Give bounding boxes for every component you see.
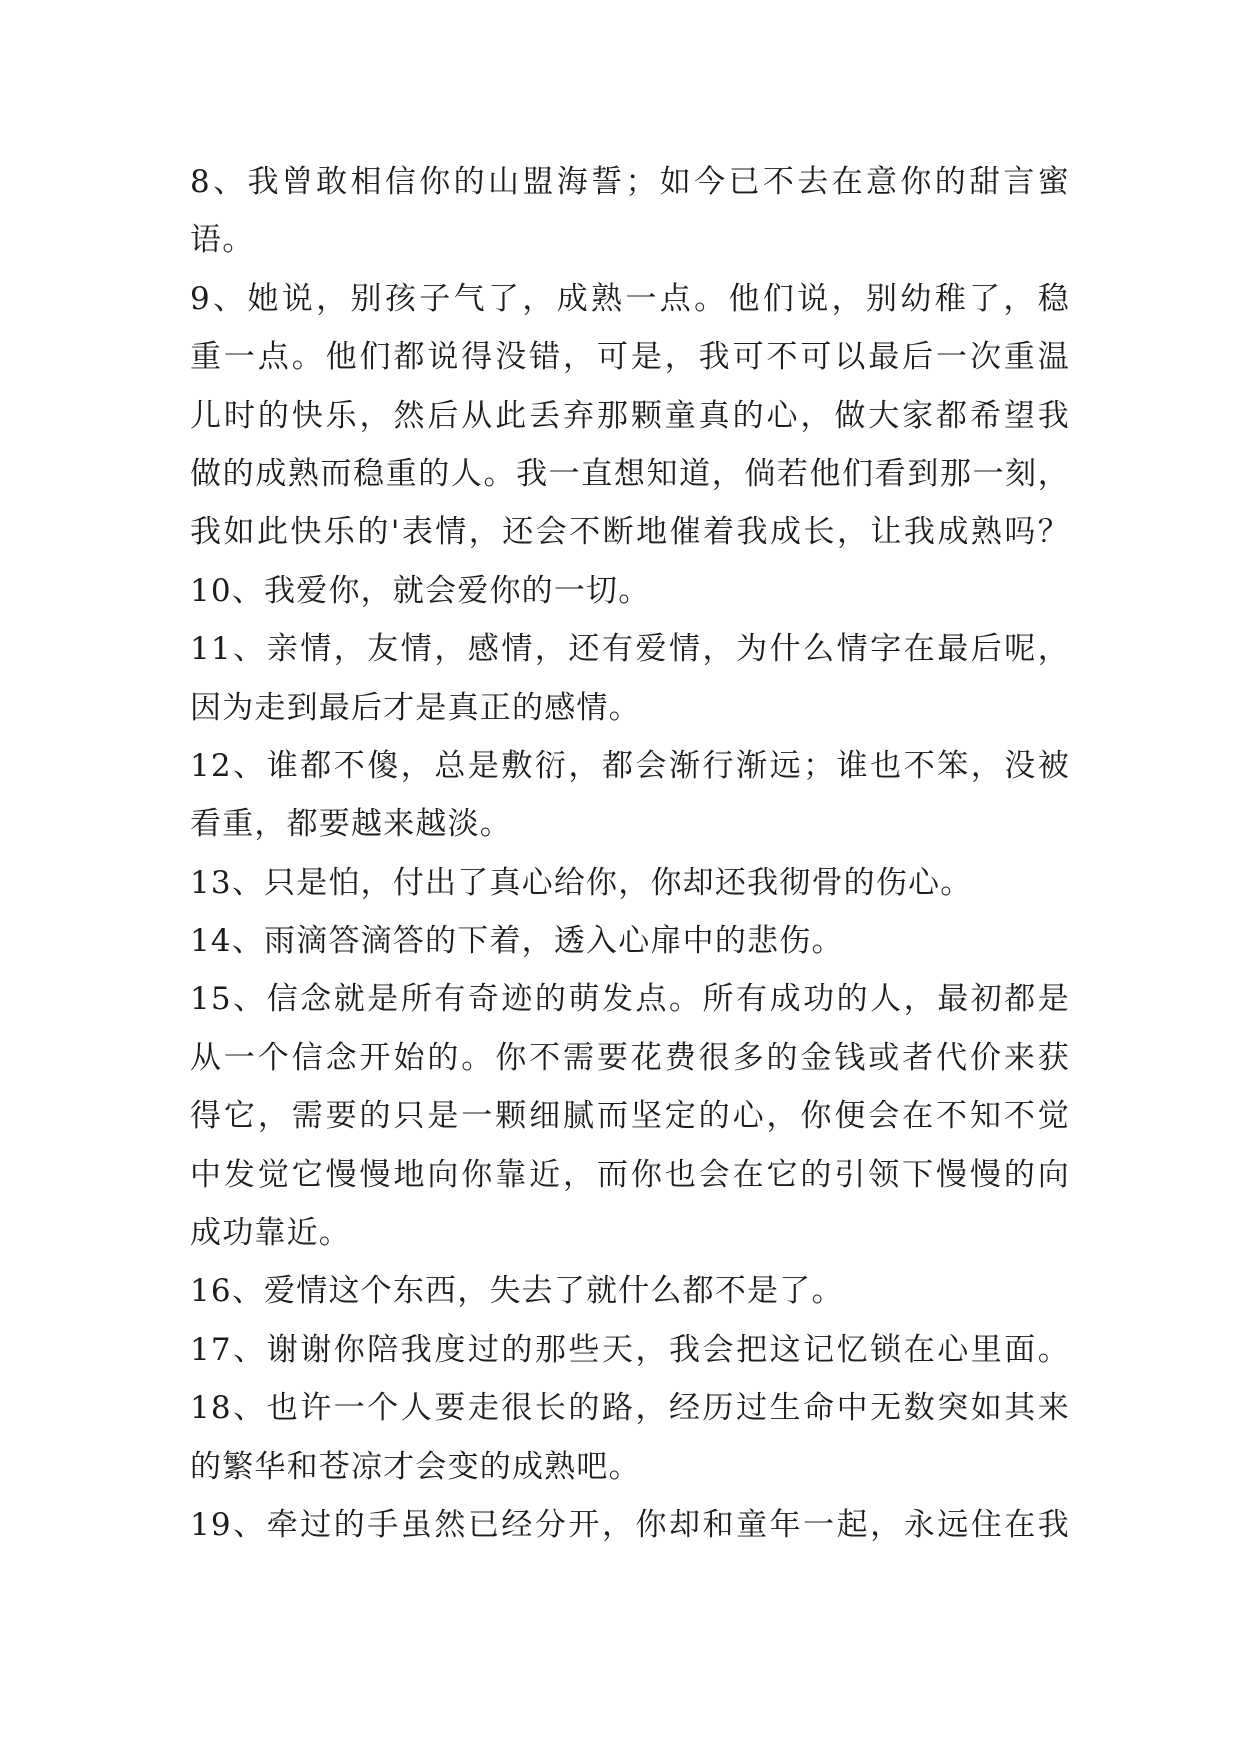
text-line: 因为走到最后才是真正的感情。	[190, 689, 641, 726]
text-line: 18、也许一个人要走很长的路，经历过生命中无数突如其来	[190, 1390, 1070, 1427]
text-line: 14、雨滴答滴答的下着，透入心扉中的悲伤。	[190, 923, 844, 960]
text-line: 的繁华和苍凉才会变的成熟吧。	[190, 1448, 641, 1485]
text-line: 儿时的快乐，然后从此丢弃那颗童真的心，做大家都希望我	[190, 397, 1070, 434]
text-line: 我如此快乐的'表情，还会不断地催着我成长，让我成熟吗？	[190, 514, 1070, 551]
text-line: 重一点。他们都说得没错，可是，我可不可以最后一次重温	[190, 339, 1070, 376]
text-line: 9、她说，别孩子气了，成熟一点。他们说，别幼稚了，稳	[190, 280, 1070, 317]
quote-item-10	[190, 562, 1070, 620]
text-line: 17、谢谢你陪我度过的那些天，我会把这记忆锁在心里面。	[190, 1331, 1070, 1368]
quote-item-17	[190, 1321, 1070, 1379]
text-line: 10、我爱你，就会爱你的一切。	[190, 572, 651, 609]
text-line: 8、我曾敢相信你的山盟海誓；如今已不去在意你的甜言蜜	[190, 164, 1070, 200]
text-line: 11、亲情，友情，感情，还有爱情，为什么情字在最后呢，	[190, 631, 1070, 668]
text-line: 16、爱情这个东西，失去了就什么都不是了。	[190, 1273, 844, 1310]
text-line: 13、只是怕，付出了真心给你，你却还我彻骨的伤心。	[190, 864, 973, 901]
quote-item-15	[190, 970, 1070, 1262]
quote-item-13	[190, 854, 1070, 912]
quote-item-18	[190, 1379, 1070, 1496]
text-line: 做的成熟而稳重的人。我一直想知道，倘若他们看到那一刻，	[190, 455, 1070, 492]
text-line: 得它，需要的只是一颗细腻而坚定的心，你便会在不知不觉	[190, 1098, 1070, 1135]
text-line: 12、谁都不傻，总是敷衍，都会渐行渐远；谁也不笨，没被	[190, 747, 1070, 784]
quote-item-19	[190, 1496, 1070, 1554]
quote-item-11	[190, 620, 1070, 737]
text-line: 语。	[190, 222, 255, 259]
quote-item-14	[190, 912, 1070, 970]
quote-item-12	[190, 737, 1070, 854]
text-line: 15、信念就是所有奇迹的萌发点。所有成功的人，最初都是	[190, 981, 1070, 1018]
document-page	[190, 153, 1070, 1554]
quote-item-16	[190, 1262, 1070, 1320]
text-line: 19、牵过的手虽然已经分开，你却和童年一起，永远住在我	[190, 1506, 1070, 1543]
text-line: 看重，都要越来越淡。	[190, 806, 512, 843]
text-line: 中发觉它慢慢地向你靠近，而你也会在它的引领下慢慢的向	[190, 1156, 1070, 1193]
text-line: 从一个信念开始的。你不需要花费很多的金钱或者代价来获	[190, 1039, 1070, 1076]
quote-item-8	[190, 153, 1070, 270]
quote-item-9	[190, 270, 1070, 562]
text-line: 成功靠近。	[190, 1215, 351, 1252]
